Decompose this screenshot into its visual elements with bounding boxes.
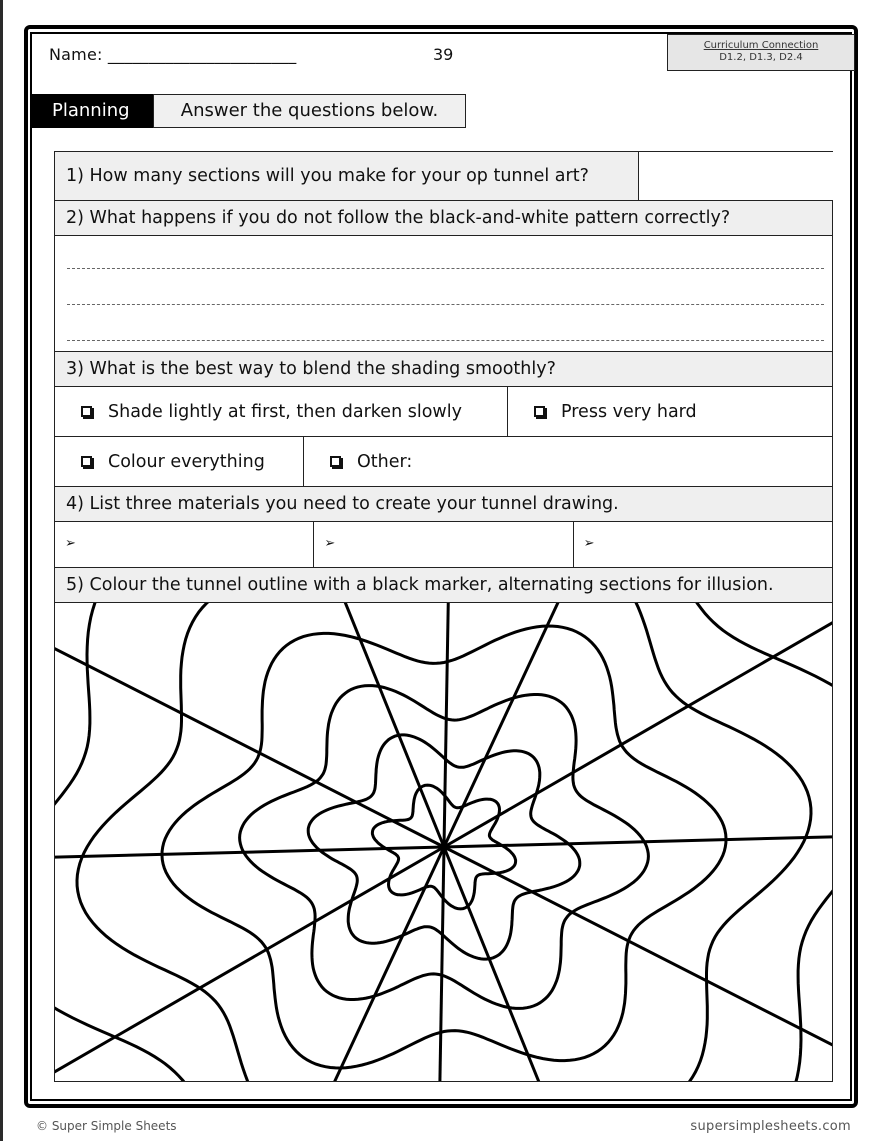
section-tab-planning: Planning: [32, 94, 153, 128]
tunnel-radial-line: [444, 847, 781, 1081]
page-number: 39: [433, 45, 454, 64]
page-edge: [0, 0, 3, 1141]
checkbox-icon[interactable]: [330, 456, 341, 467]
checkbox-icon[interactable]: [534, 406, 545, 417]
material-cell-3[interactable]: [573, 522, 832, 567]
op-art-tunnel-drawing[interactable]: [55, 603, 832, 1081]
name-field-label[interactable]: Name: _______________________: [49, 45, 297, 64]
tunnel-radial-line: [64, 847, 444, 1081]
question-3-text: 3) What is the best way to blend the shading smoothly?: [55, 352, 832, 387]
material-cell-1[interactable]: [55, 522, 313, 567]
question-3-options-row-2: [55, 437, 832, 487]
tunnel-radial-line: [55, 603, 444, 847]
question-4-materials-row: [55, 522, 832, 568]
option-label: Press very hard: [561, 401, 697, 422]
option-shade-lightly[interactable]: [55, 387, 507, 436]
section-instruction: Answer the questions below.: [153, 94, 466, 128]
curriculum-title: Curriculum Connection: [703, 40, 819, 51]
option-label: Shade lightly at first, then darken slowly: [108, 401, 462, 422]
question-5-text: 5) Colour the tunnel outline with a black marker, alternating sections for illusion.: [55, 568, 832, 603]
question-2-text: 2) What happens if you do not follow the black-and-white pattern correctly?: [55, 201, 832, 236]
curriculum-codes: D1.2, D1.3, D2.4: [719, 52, 803, 63]
tunnel-radial-line: [444, 603, 460, 847]
option-colour-everything[interactable]: [55, 437, 303, 486]
tunnel-radial-line: [428, 847, 444, 1081]
tunnel-radial-line: [107, 603, 444, 847]
arrowhead-bullet-icon: ➢: [324, 536, 336, 551]
tunnel-drawing-area[interactable]: [55, 603, 832, 1081]
questions-table: [54, 151, 833, 1082]
option-other[interactable]: [303, 437, 832, 486]
tunnel-radial-line: [444, 603, 824, 847]
material-cell-2[interactable]: [313, 522, 572, 567]
option-label: Other:: [357, 451, 413, 472]
question-1-row: [55, 152, 832, 201]
question-1-text: 1) How many sections will you make for your op tunnel art?: [66, 166, 589, 186]
option-press-very-hard[interactable]: [507, 387, 832, 436]
answer-line[interactable]: [67, 340, 824, 341]
question-4-text: 4) List three materials you need to create your tunnel drawing.: [55, 487, 832, 522]
tunnel-radial-line: [55, 847, 444, 1081]
answer-line[interactable]: [67, 268, 824, 269]
footer-copyright: © Super Simple Sheets: [36, 1119, 177, 1133]
option-label: Colour everything: [108, 451, 265, 472]
arrowhead-bullet-icon: ➢: [65, 536, 76, 551]
arrowhead-bullet-icon: ➢: [583, 536, 595, 551]
footer-website[interactable]: supersimplesheets.com: [690, 1119, 851, 1134]
checkbox-icon[interactable]: [81, 406, 92, 417]
question-3-options-row-1: [55, 387, 832, 437]
checkbox-icon[interactable]: [81, 456, 92, 467]
question-1-answer-box[interactable]: [638, 152, 834, 200]
curriculum-connection-box: [667, 34, 855, 71]
question-2-answer-area[interactable]: [55, 236, 832, 352]
answer-line[interactable]: [67, 304, 824, 305]
